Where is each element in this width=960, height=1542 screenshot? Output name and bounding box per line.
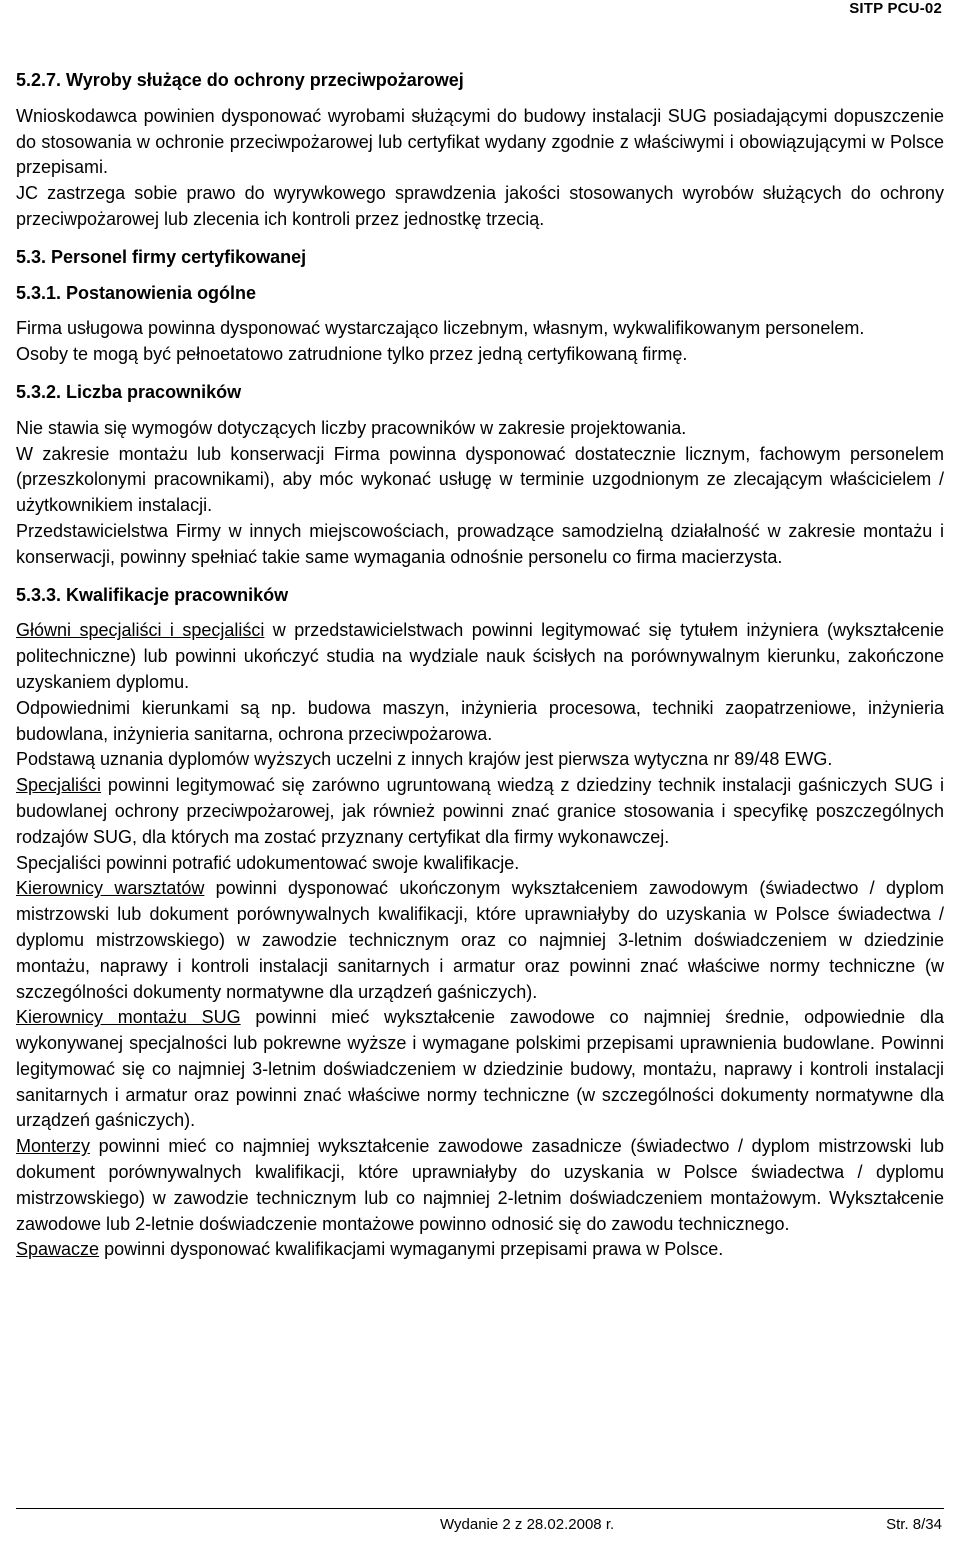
paragraph-text: powinni legitymować się zarówno ugruntowaną wiedzą z dziedziny technik instalacji gaśniczych SUG i budowlanej ochrony przeciwpożarowej, jak również powinni znać granice stosowania i specyfikę poszczególnych rodzajów SUG, dla których ma zostać przyznany certyfikat dla firmy wykonawczej. xyxy=(16,775,944,847)
term-fitters: Monterzy xyxy=(16,1136,91,1157)
paragraph xyxy=(16,876,944,1005)
paragraph xyxy=(16,1005,944,1134)
paragraph-text: powinni dysponować ukończonym wykształceniem zawodowym (świadectwo / dyplom mistrzowski lub dokument porównywalnych kwalifikacji, które uprawniałyby do uzyskania w Polsce świadectwa / dyplomu mistrzowskiego) w zawodzie technicznym oraz co najmniej 3-letnim doświadczeniem w dziedzinie montażu, naprawy i kontroli instalacji sanitarnych i armatur oraz powinni znać właściwe normy techniczne (w szczególności dokumenty normatywne dla urządzeń gaśniczych). xyxy=(16,878,944,1002)
term-workshop-managers: Kierownicy warsztatów xyxy=(16,878,205,899)
paragraph: JC zastrzega sobie prawo do wyrywkowego sprawdzenia jakości stosowanych wyrobów służących do ochrony przeciwpożarowej lub zlecenia ich kontroli przez jednostkę trzecią. xyxy=(16,183,944,229)
paragraph xyxy=(16,773,944,850)
document-body xyxy=(16,68,944,1263)
paragraph: Osoby te mogą być pełnoetatowo zatrudnione tylko przez jedną certyfikowaną firmę. xyxy=(16,344,688,365)
paragraph xyxy=(16,1237,944,1263)
section-heading-5-2-7: 5.2.7. Wyroby służące do ochrony przeciwpożarowej xyxy=(16,70,464,90)
term-main-specialists: Główni specjaliści i specjaliści xyxy=(16,620,265,641)
footer-page-number: Str. 8/34 xyxy=(886,1516,942,1533)
paragraph xyxy=(16,1134,944,1237)
section-heading-5-3-1: 5.3.1. Postanowienia ogólne xyxy=(16,282,257,303)
paragraph-text: powinni dysponować kwalifikacjami wymaganymi przepisami prawa w Polsce. xyxy=(99,1239,724,1260)
footer-divider xyxy=(16,1508,944,1509)
paragraph: Firma usługowa powinna dysponować wystarczająco liczebnym, własnym, wykwalifikowanym personelem. xyxy=(16,318,865,339)
paragraph-text: w przedstawicielstwach powinni legitymować się tytułem inżyniera (wykształcenie politechniczne) lub powinni ukończyć studia na wydziale nauk ścisłych na porównywalnym kierunku, zakończone uzyskaniem dyplomu. xyxy=(16,620,945,692)
section-heading-5-3-3: 5.3.3. Kwalifikacje pracowników xyxy=(16,584,289,605)
paragraph: Wnioskodawca powinien dysponować wyrobami służącymi do budowy instalacji SUG posiadającymi dopuszczenie do stosowania w ochronie przeciwpożarowej lub certyfikat wydany zgodnie z właściwymi i obowiązującymi w Polsce przepisami. xyxy=(16,105,944,178)
paragraph-text: powinni mieć co najmniej wykształcenie zawodowe zasadnicze (świadectwo / dyplom mistrzowski lub dokument porównywalnych kwalifikacji, które uprawniałyby do uzyskania w Polsce świadectwa / dyplomu mistrzowskiego) w zawodzie technicznym lub co najmniej 2-letnim doświadczeniem montażowym. Wykształcenie zawodowe lub 2-letnie doświadczenie montażowe powinno odnosić się do zawodu technicznego. xyxy=(16,1136,944,1234)
paragraph: Odpowiednimi kierunkami są np. budowa maszyn, inżynieria procesowa, techniki zaopatrzeniowe, inżynieria budowlana, inżynieria sanitarna, ochrona przeciwpożarowa. xyxy=(16,697,944,744)
paragraph: Podstawą uznania dyplomów wyższych uczelni z innych krajów jest pierwsza wytyczna nr 89/48 EWG. xyxy=(16,749,833,770)
term-installation-managers: Kierownicy montażu SUG xyxy=(16,1007,241,1028)
paragraph xyxy=(16,618,944,695)
document-code: SITP PCU-02 xyxy=(849,0,942,17)
paragraph-text: powinni mieć wykształcenie zawodowe co najmniej średnie, odpowiednie dla wykonywanej specjalności lub pokrewne wyższe i wymagane polskimi przepisami uprawnienia budowlane. Powinni legitymować się co najmniej 3-letnim doświadczeniem w dziedzinie budowy, montażu, naprawy i kontroli instalacji sanitarnych i armatur oraz powinni znać właściwe normy techniczne (w szczególności dokumenty normatywne dla urządzeń gaśniczych). xyxy=(16,1007,944,1131)
term-welders: Spawacze xyxy=(16,1239,100,1260)
section-heading-5-3: 5.3. Personel firmy certyfikowanej xyxy=(16,246,307,267)
paragraph: Przedstawicielstwa Firmy w innych miejscowościach, prowadzące samodzielną działalność w zakresie montażu i konserwacji, powinny spełniać takie same wymagania odnośnie personelu co firma macierzysta. xyxy=(16,520,944,567)
section-heading-5-3-2: 5.3.2. Liczba pracowników xyxy=(16,381,242,402)
footer-edition: Wydanie 2 z 28.02.2008 r. xyxy=(440,1516,615,1533)
paragraph: W zakresie montażu lub konserwacji Firma powinna dysponować dostatecznie licznym, fachowym personelem (przeszkolonymi pracownikami), aby móc wykonać usługę w terminie uzgodnionym ze zlecającym właścicielem / użytkownikiem instalacji. xyxy=(16,443,944,516)
paragraph: Nie stawia się wymogów dotyczących liczby pracowników w zakresie projektowania. xyxy=(16,417,687,438)
paragraph: Specjaliści powinni potrafić udokumentować swoje kwalifikacje. xyxy=(16,852,520,873)
term-specialists: Specjaliści xyxy=(16,775,102,796)
